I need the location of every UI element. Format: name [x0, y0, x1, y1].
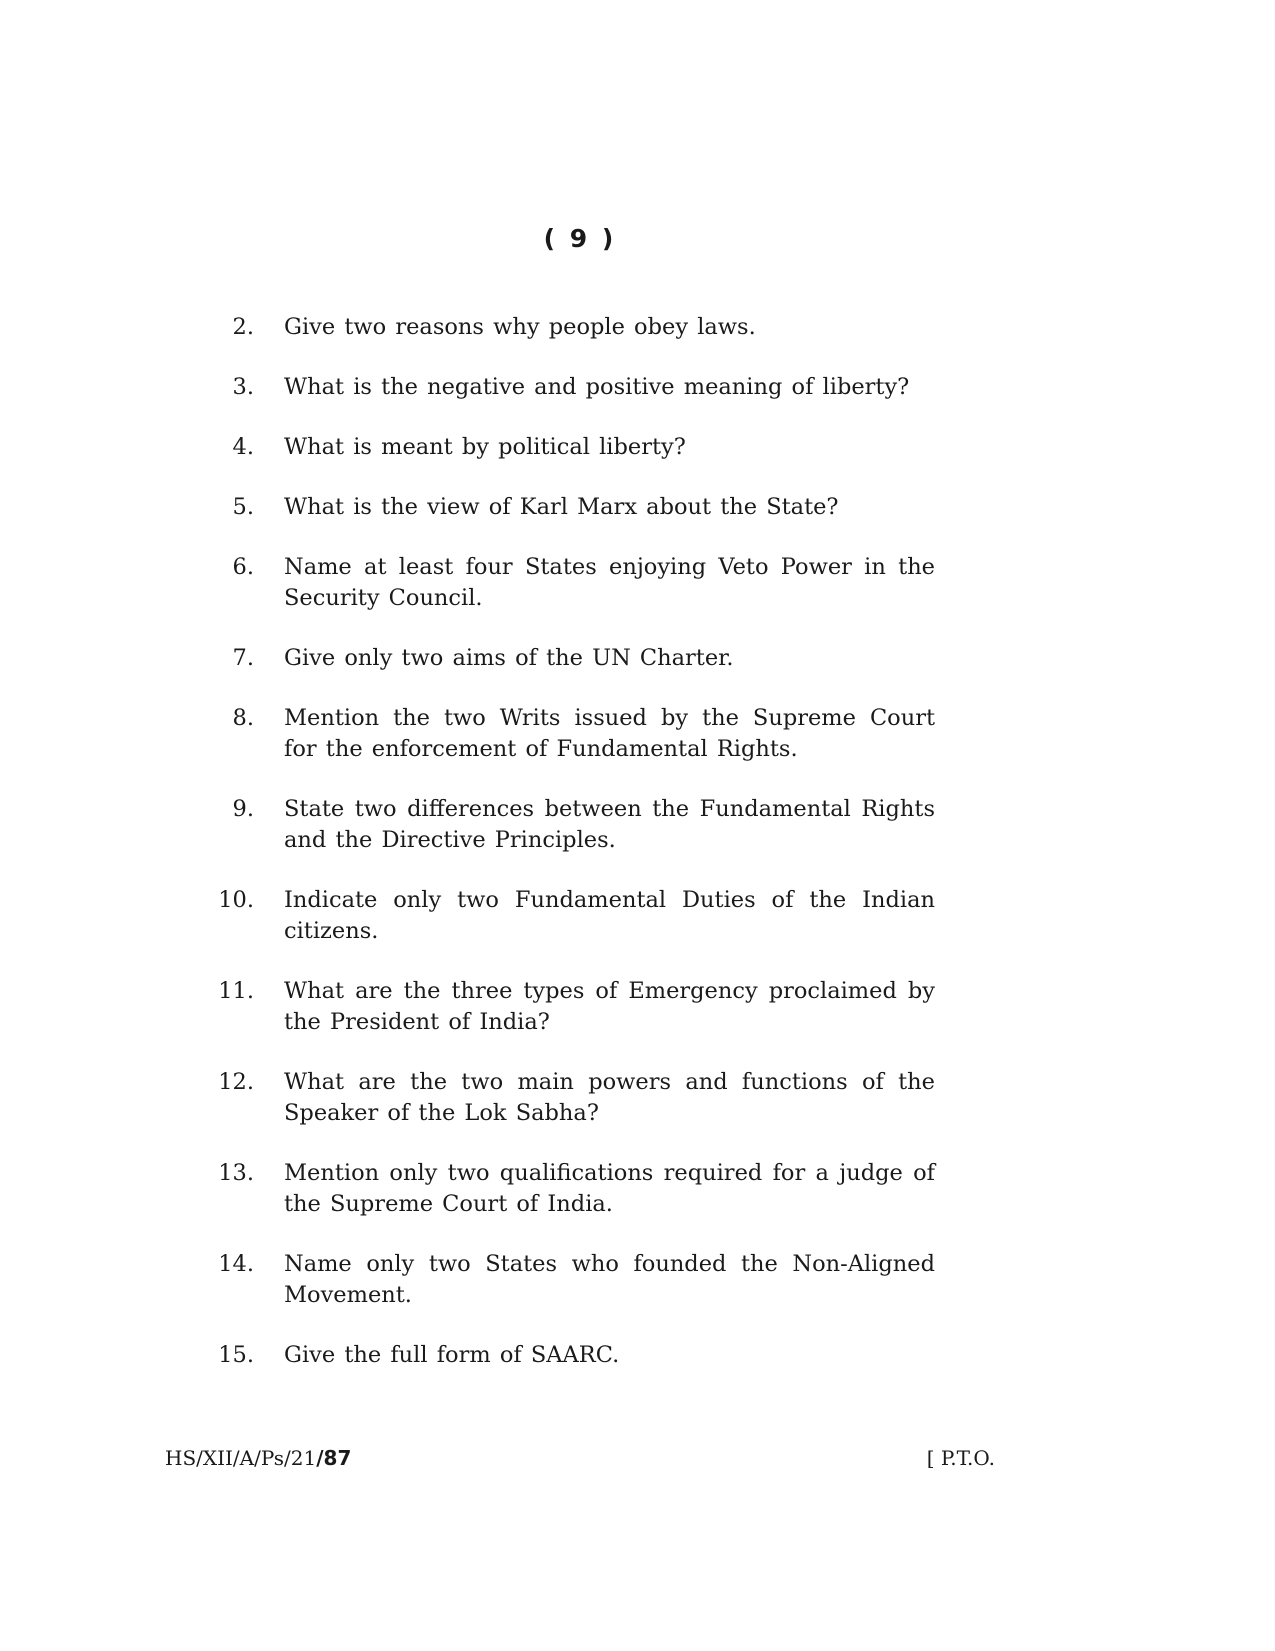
question-item	[200, 312, 935, 343]
question-item	[200, 552, 935, 614]
page-footer	[165, 1446, 995, 1470]
question-text: Mention only two qualifications required for a judge of the Supreme Court of India.	[284, 1160, 935, 1217]
question-item	[200, 432, 935, 463]
paper-code-prefix: HS/XII/A/Ps/21	[165, 1446, 317, 1470]
question-item	[200, 976, 935, 1038]
question-number: 7.	[232, 645, 254, 671]
question-number: 2.	[232, 314, 254, 340]
question-text: What is meant by political liberty?	[284, 434, 686, 460]
question-text: Indicate only two Fundamental Duties of the Indian citizens.	[284, 887, 935, 944]
question-number: 13.	[218, 1160, 254, 1186]
question-number: 10.	[218, 887, 254, 913]
question-text: Mention the two Writs issued by the Supreme Court for the enforcement of Fundamental Rights.	[284, 705, 935, 762]
question-text: Name at least four States enjoying Veto Power in the Security Council.	[284, 554, 935, 611]
question-text: What are the three types of Emergency proclaimed by the President of India?	[284, 978, 935, 1035]
question-number: 8.	[232, 705, 254, 731]
question-number: 5.	[232, 494, 254, 520]
question-number: 4.	[232, 434, 254, 460]
question-text: What are the two main powers and functions of the Speaker of the Lok Sabha?	[284, 1069, 935, 1126]
page-number: ( 9 )	[543, 224, 617, 253]
question-number: 11.	[218, 978, 254, 1004]
question-list	[200, 312, 935, 1400]
question-text: State two differences between the Fundamental Rights and the Directive Principles.	[284, 796, 935, 853]
question-text: What is the negative and positive meaning of liberty?	[284, 374, 910, 400]
question-text: Name only two States who founded the Non-Aligned Movement.	[284, 1251, 935, 1308]
question-number: 14.	[218, 1251, 254, 1277]
question-number: 6.	[232, 554, 254, 580]
question-text: Give only two aims of the UN Charter.	[284, 645, 734, 671]
question-item	[200, 1340, 935, 1371]
question-number: 15.	[218, 1342, 254, 1368]
question-item	[200, 794, 935, 856]
paper-code	[165, 1446, 351, 1470]
question-text: Give the full form of SAARC.	[284, 1342, 620, 1368]
question-text: Give two reasons why people obey laws.	[284, 314, 756, 340]
question-item	[200, 703, 935, 765]
pto-label: [ P.T.O.	[926, 1446, 995, 1470]
question-item	[200, 1067, 935, 1129]
question-number: 3.	[232, 374, 254, 400]
paper-code-number: /87	[316, 1446, 352, 1470]
question-number: 9.	[232, 796, 254, 822]
question-text: What is the view of Karl Marx about the State?	[284, 494, 839, 520]
question-item	[200, 1249, 935, 1311]
question-item	[200, 643, 935, 674]
question-number: 12.	[218, 1069, 254, 1095]
question-item	[200, 885, 935, 947]
question-item	[200, 492, 935, 523]
question-item	[200, 372, 935, 403]
question-item	[200, 1158, 935, 1220]
